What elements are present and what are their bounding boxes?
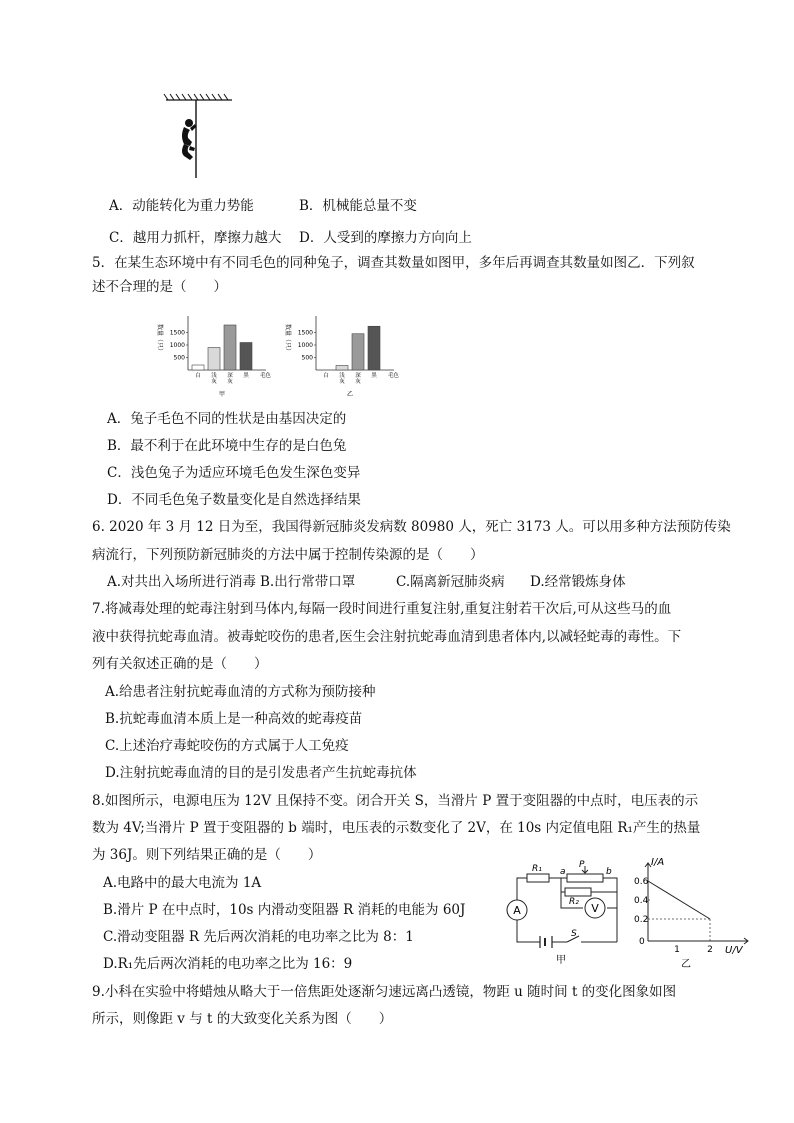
q8-option-c: C.滑动变阻器 R 先后两次消耗的电功率之比为 8：1: [103, 929, 414, 945]
voltmeter-label: V: [591, 902, 599, 915]
q8-option-a: A.电路中的最大电流为 1A: [103, 875, 262, 891]
chart-category-label: 灰: [355, 379, 361, 385]
chart-category-label: 浅: [339, 373, 345, 379]
chart-category-label: 黑: [243, 373, 249, 379]
chart-category-label: 白: [195, 373, 201, 379]
chart-bar: [368, 326, 380, 370]
y-tick-0-4: 0.4: [634, 896, 649, 906]
rheostat: [567, 874, 603, 882]
chart-category-label: 深: [355, 373, 361, 379]
q7-stem-line-2: 液中获得抗蛇毒血清。被毒蛇咬伤的患者,医生会注射抗蛇毒血清到患者体内,以减轻蛇毒的毒性。下: [92, 629, 682, 645]
q7-stem-line-1: 7.将减毒处理的蛇毒注射到马体内,每隔一段时间进行重复注射,重复注射若干次后,可从这些马的血: [92, 601, 672, 617]
rabbit-chart-yi: [284, 310, 418, 400]
rabbit-chart-jia: [156, 310, 290, 400]
graph-caption: 乙: [681, 959, 691, 970]
r2-label: R₂: [569, 897, 579, 907]
chart-bar: [240, 343, 252, 371]
q4-option-c: C．越用力抓杆，摩擦力越大: [109, 230, 282, 246]
q4-option-d: D．人受到的摩擦力方向向上: [299, 230, 472, 246]
x-tick-1: 1: [674, 945, 680, 955]
switch-label: S: [571, 929, 577, 939]
q9-stem-line-2: 所示，则像距 v 与 t 的大致变化关系为图（ ）: [92, 1011, 393, 1027]
chart-y-tick-label: 1500: [169, 329, 185, 337]
q8-option-d: D.R₁先后两次消耗的电功率之比为 16：9: [103, 956, 353, 972]
chart-category-label: 浅: [211, 373, 217, 379]
x-axis-label: U/V: [725, 945, 743, 956]
q5-stem-line-1: 5．在某生态环境中有不同毛色的同种兔子，调查其数量如图甲，多年后再调查其数量如图乙．下列叙: [92, 255, 695, 271]
chart-bar: [224, 325, 236, 370]
chart-ylabel: 数量（只）: [156, 324, 163, 355]
q7-option-b: B.抗蛇毒血清本质上是一种高效的蛇毒疫苗: [105, 711, 363, 727]
iu-line: [648, 881, 710, 919]
circuit-diagram: [495, 860, 625, 970]
chart-category-label: 灰: [211, 379, 217, 385]
terminal-a-label: a: [560, 867, 566, 877]
chart-bar: [208, 348, 220, 371]
origin-label: 0: [639, 937, 645, 947]
chart-y-tick-label: 1500: [297, 329, 313, 337]
q5-option-d: D．不同毛色兔子数量变化是自然选择结果: [107, 492, 361, 508]
r1-resistor: [527, 874, 549, 882]
q5-option-b: B．最不利于在此环境中生存的是白色兔: [107, 438, 347, 454]
x-tick-2: 2: [707, 945, 713, 955]
y-tick-0-6: 0.6: [634, 877, 649, 887]
r2-resistor: [565, 888, 591, 896]
q8-stem-line-3: 为 36J。则下列结果正确的是（ ）: [92, 847, 322, 863]
y-tick-0-2: 0.2: [634, 915, 649, 925]
chart-bar: [352, 334, 364, 370]
q7-option-c: C.上述治疗毒蛇咬伤的方式属于人工免疫: [105, 738, 349, 754]
q5-stem-line-2: 述不合理的是（ ）: [92, 279, 227, 295]
q8-stem-line-2: 数为 4V;当滑片 P 置于变阻器的 b 端时，电压表的示数变化了 2V，在 10s 内定值电阻 R₁产生的热量: [92, 820, 701, 836]
q6-stem-line-2: 病流行，下列预防新冠肺炎的方法中属于控制传染源的是（ ）: [92, 547, 484, 563]
circuit-caption: 甲: [556, 955, 566, 966]
chart-xlabel: 毛色: [388, 373, 400, 379]
q8-stem-line-1: 8.如图所示，电源电压为 12V 且保持不变。闭合开关 S，当滑片 P 置于变阻器的中点时，电压表的示: [92, 793, 699, 809]
chart-bar: [336, 366, 348, 371]
chart-y-tick-label: 1000: [297, 342, 313, 349]
chart-caption: 乙: [346, 391, 354, 398]
chart-bar: [192, 365, 204, 370]
q7-option-d: D.注射抗蛇毒血清的目的是引发患者产生抗蛇毒抗体: [105, 765, 417, 781]
q6-option-c: C.隔离新冠肺炎病: [396, 574, 505, 590]
q8-option-b: B.滑片 P 在中点时，10s 内滑动变阻器 R 消耗的电能为 60J: [103, 902, 466, 918]
q6-stem-line-1: 6. 2020 年 3 月 12 日为至，我国得新冠肺炎发病数 80980 人，死亡 3173 人。可以用多种方法预防传染: [92, 519, 731, 535]
y-axis-label: I/A: [651, 857, 665, 868]
current-voltage-graph: [630, 855, 760, 970]
chart-category-label: 灰: [339, 379, 345, 385]
q9-stem-line-1: 9.小科在实验中将蜡烛从略大于一倍焦距处逐渐匀速远离凸透镜，物距 u 随时间 t 的变化图象如图: [92, 984, 677, 1000]
chart-caption: 甲: [218, 391, 226, 398]
chart-y-tick-label: 500: [173, 354, 185, 362]
chart-category-label: 白: [323, 373, 329, 379]
chart-y-tick-label: 500: [301, 354, 313, 362]
q7-stem-line-3: 列有关叙述正确的是（ ）: [92, 656, 268, 672]
chart-ylabel: 数量（只）: [284, 324, 291, 355]
chart-category-label: 灰: [227, 379, 233, 385]
chart-xlabel: 毛色: [260, 373, 272, 379]
slider-p-label: P: [579, 860, 585, 870]
q4-option-b: B．机械能总量不变: [299, 198, 417, 214]
chart-y-tick-label: 1000: [169, 342, 185, 349]
q6-option-b: B.出行常带口罩: [260, 574, 356, 590]
chart-category-label: 黑: [371, 373, 377, 379]
q5-option-a: A．兔子毛色不同的性状是由基因决定的: [107, 411, 347, 427]
q4-option-a: A．动能转化为重力势能: [109, 198, 254, 214]
r1-label: R₁: [532, 864, 542, 874]
q6-option-d: D.经常锻炼身体: [530, 574, 626, 590]
q5-option-c: C．浅色兔子为适应环境毛色发生深色变异: [107, 465, 361, 481]
q6-option-a: A.对共出入场所进行消毒: [107, 574, 257, 590]
pole-climber-figure: [160, 94, 240, 184]
ammeter-label: A: [513, 904, 521, 917]
terminal-b-label: b: [606, 867, 612, 877]
chart-category-label: 深: [227, 373, 233, 379]
q7-option-a: A.给患者注射抗蛇毒血清的方式称为预防接种: [105, 684, 376, 700]
